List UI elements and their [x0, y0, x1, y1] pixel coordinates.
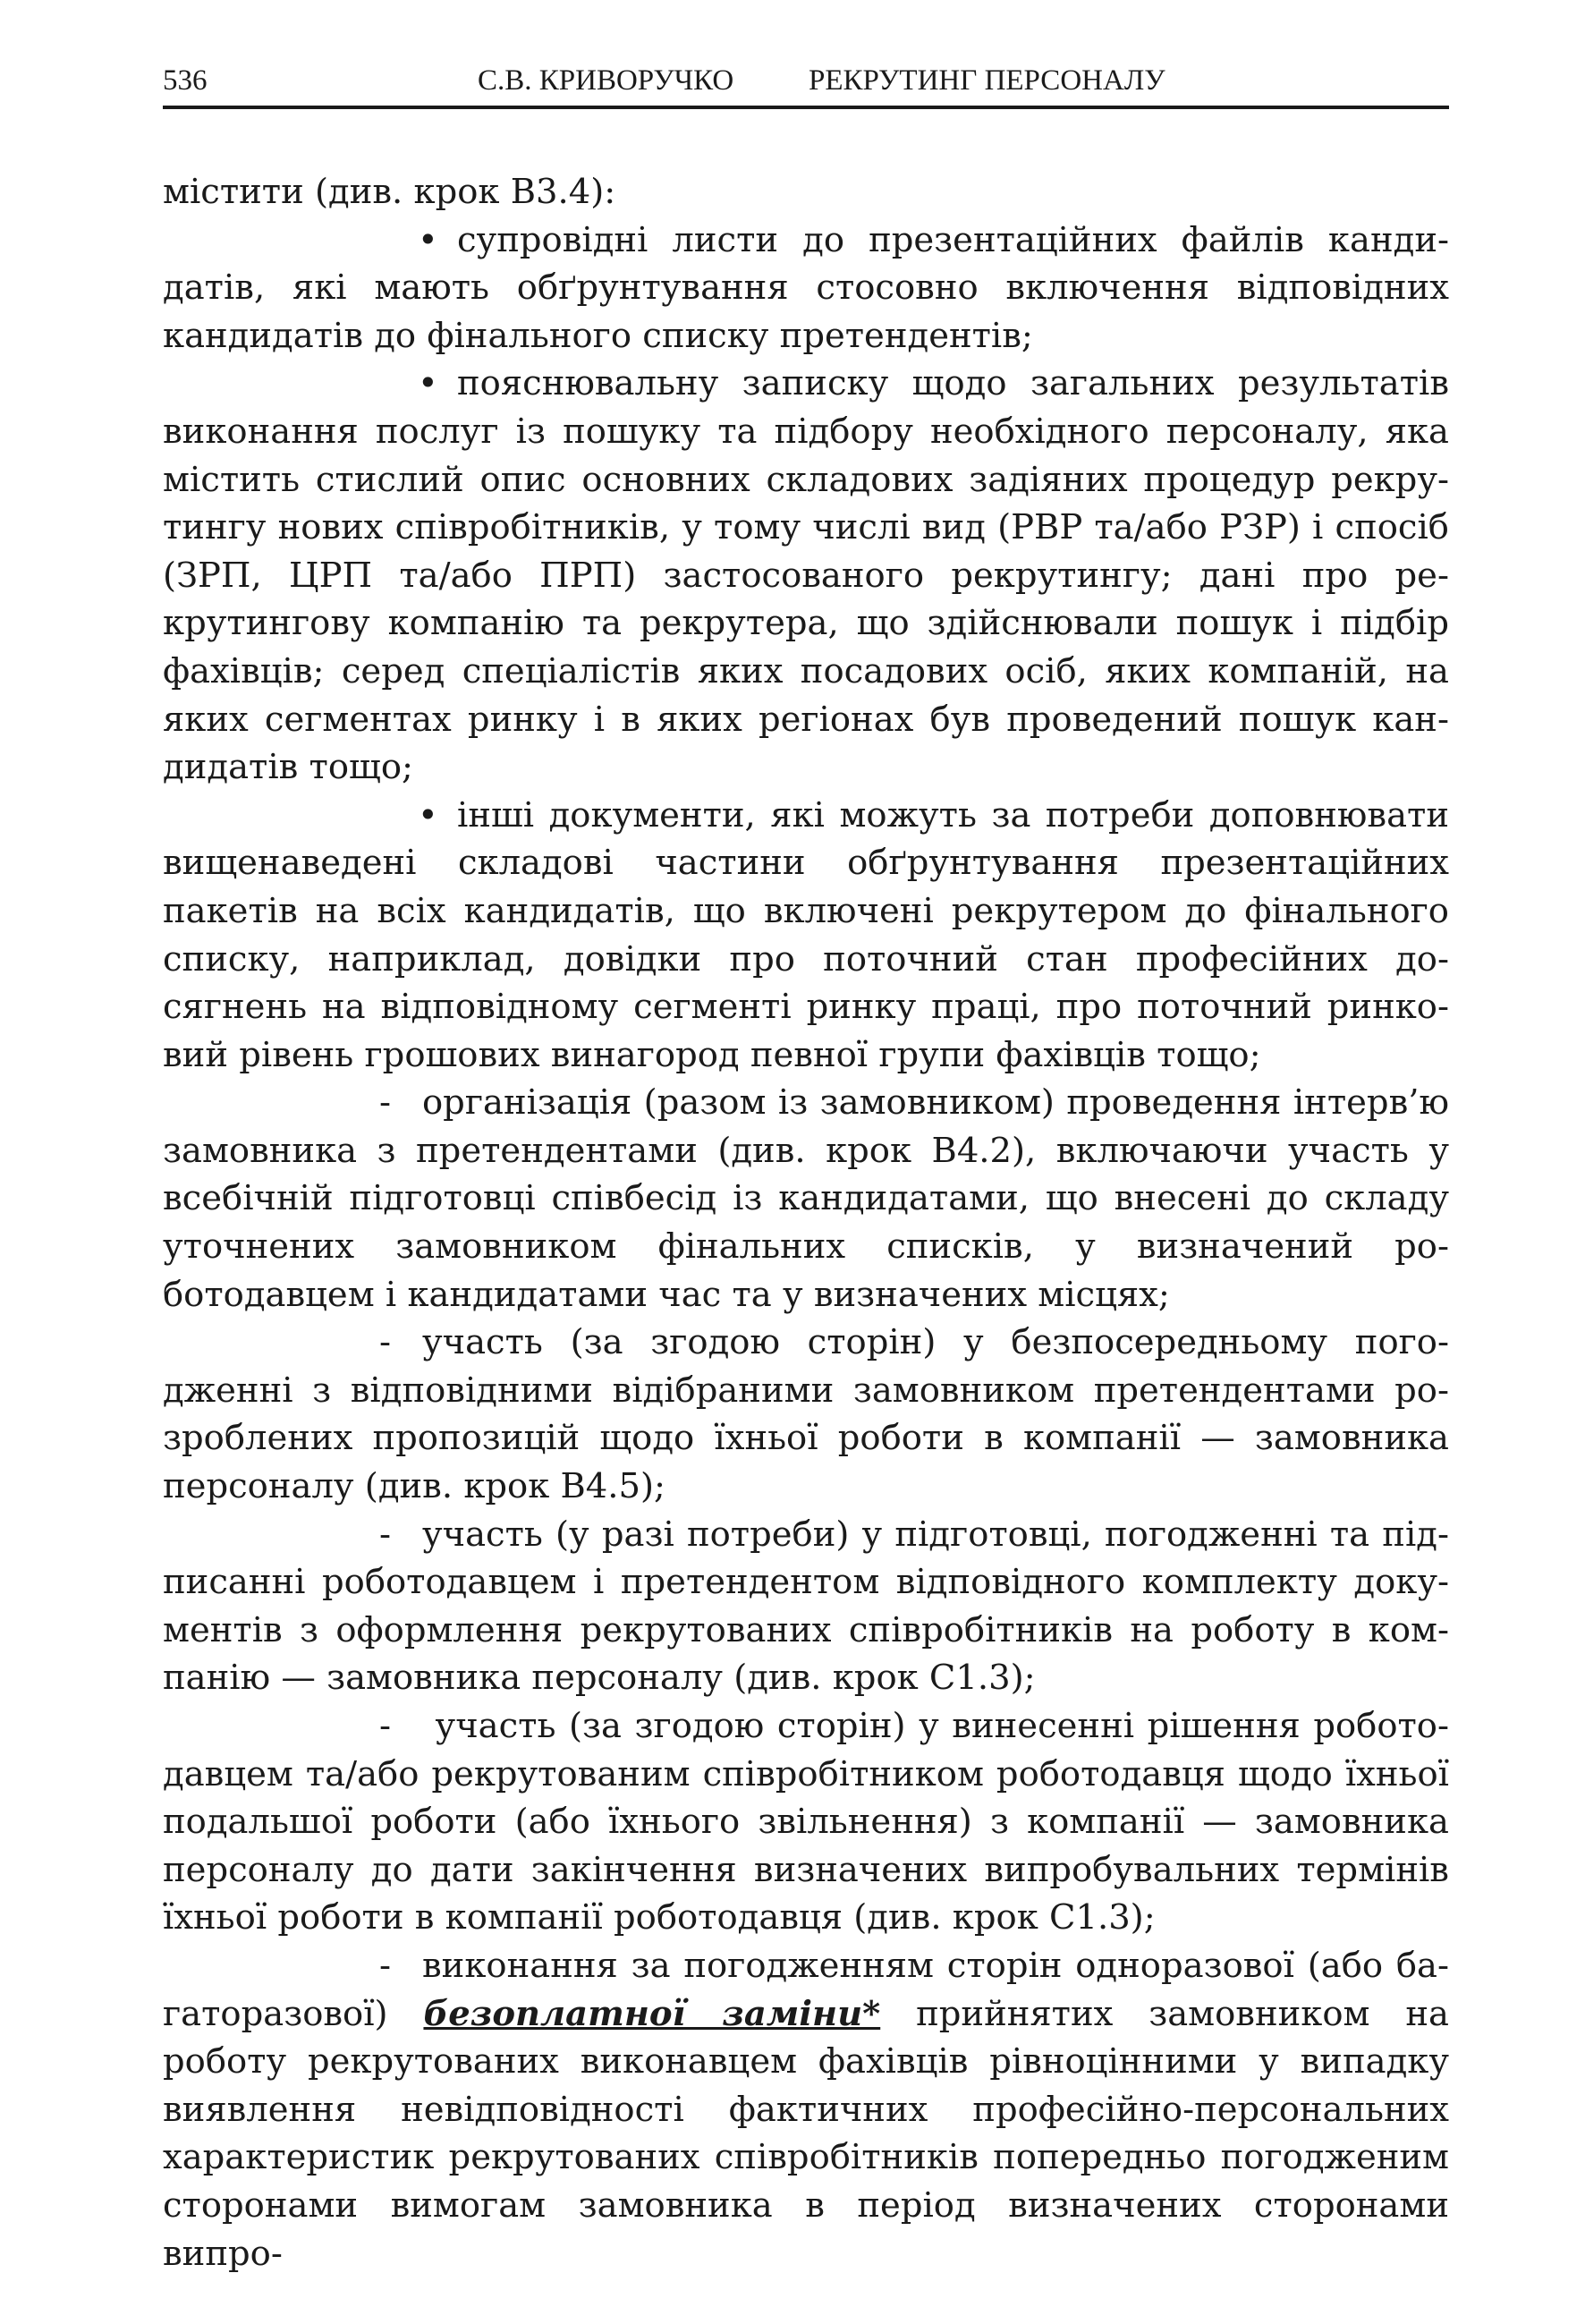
- dash-item: [163, 1702, 1449, 1942]
- page-number: 536: [163, 64, 208, 97]
- dash-marker: -: [379, 1945, 392, 1986]
- bullet-text: інші документи, які можуть за потреби доповнювати вищенаведені складові частини обґрунтування презентаційних пакетів на всіх кандидатів, що включені рекрутером до фінального списку, наприклад, довідки про поточний стан професійних досягнень на відповідному сегменті ринку праці, про поточний ринковий рівень грошових винагород певної групи фахівців тощо;: [163, 794, 1449, 1075]
- bullet-item: [163, 792, 1449, 1080]
- emphasized-term: безоплатної заміни*: [423, 1993, 881, 2034]
- dash-marker: -: [379, 1514, 392, 1555]
- dash-text-after: прийнятих замовником на роботу рекрутованих виконавцем фахівців рівноцінними у випадку виявлення невідповідності фактичних професійно-персональних характеристик рекрутованих співробітників попередньо погодженим сторонами вимогам замовника в період визначених сторонами випро-: [163, 1993, 1449, 2274]
- dash-text: організація (разом із замовником) проведення інтерв’ю замовника з претендентами (див. крок В4.2), включаючи участь у всебічній підготовці співбесід із кандидатами, що внесені до складу уточнених замовником фінальних списків, у визначений роботодавцем і кандидатами час та у визначених місцях;: [163, 1082, 1449, 1315]
- bullet-text: супровідні листи до презентаційних файлів кандидатів, які мають обґрунтування стосовно включення відповідних кандидатів до фінального списку претендентів;: [163, 219, 1449, 356]
- dash-text: участь (у разі потреби) у підготовці, погодженні та підписанні роботодавцем і претендентом відповідного комплекту документів з оформлення рекрутованих співробітників на роботу в компанію — замовника персоналу (див. крок С1.3);: [163, 1514, 1449, 1699]
- header-author: С.В. КРИВОРУЧКО: [478, 64, 734, 97]
- intro-line: містити (див. крок В3.4):: [163, 172, 616, 212]
- dash-marker: -: [379, 1082, 392, 1124]
- dash-item: [163, 1319, 1449, 1510]
- dash-item: [163, 1942, 1449, 2277]
- dash-item: [163, 1511, 1449, 1702]
- dash-text-before: виконання за погодженням сторін одноразової (або багаторазової): [163, 1945, 1449, 2034]
- dash-text: участь (за згодою сторін) у безпосередньому погодженні з відповідними відібраними замовником претендентами розроблених пропозицій щодо їхньої роботи в компанії — замовника персоналу (див. крок В4.5);: [163, 1322, 1449, 1507]
- bullet-marker: •: [418, 363, 438, 404]
- bullet-marker: •: [418, 219, 438, 260]
- header-book-title: РЕКРУТИНГ ПЕРСОНАЛУ: [809, 64, 1165, 97]
- dash-marker: -: [379, 1706, 392, 1746]
- running-header: [163, 55, 1449, 109]
- bullet-text: пояснювальну записку щодо загальних результатів виконання послуг із пошуку та підбору необхідного персоналу, яка містить стислий опис основних складових задіяних процедур рекрутингу нових співробітників, у тому числі вид (РВР та/або РЗР) і спосіб (ЗРП, ЦРП та/або ПРП) застосованого рекрутингу; дані про рекрутингову компанію та рекрутера, що здійснювали пошук і підбір фахівців; серед спеціалістів яких посадових осіб, яких компаній, на яких сегментах ринку і в яких регіонах був проведений пошук кандидатів тощо;: [163, 363, 1449, 788]
- bullet-marker: •: [418, 794, 438, 835]
- dash-text: участь (за згодою сторін) у винесенні рішення роботодавцем та/або рекрутованим співробітником роботодавця щодо їхньої подальшої роботи (або їхнього звільнення) з компанії — замовника персоналу до дати закінчення визначених випробувальних термінів їхньої роботи в компанії роботодавця (див. крок С1.3);: [163, 1706, 1449, 1938]
- dash-marker: -: [379, 1322, 392, 1363]
- dash-item: [163, 1079, 1449, 1319]
- body-text: [163, 168, 1449, 2277]
- bullet-item: [163, 360, 1449, 791]
- bullet-item: [163, 216, 1449, 360]
